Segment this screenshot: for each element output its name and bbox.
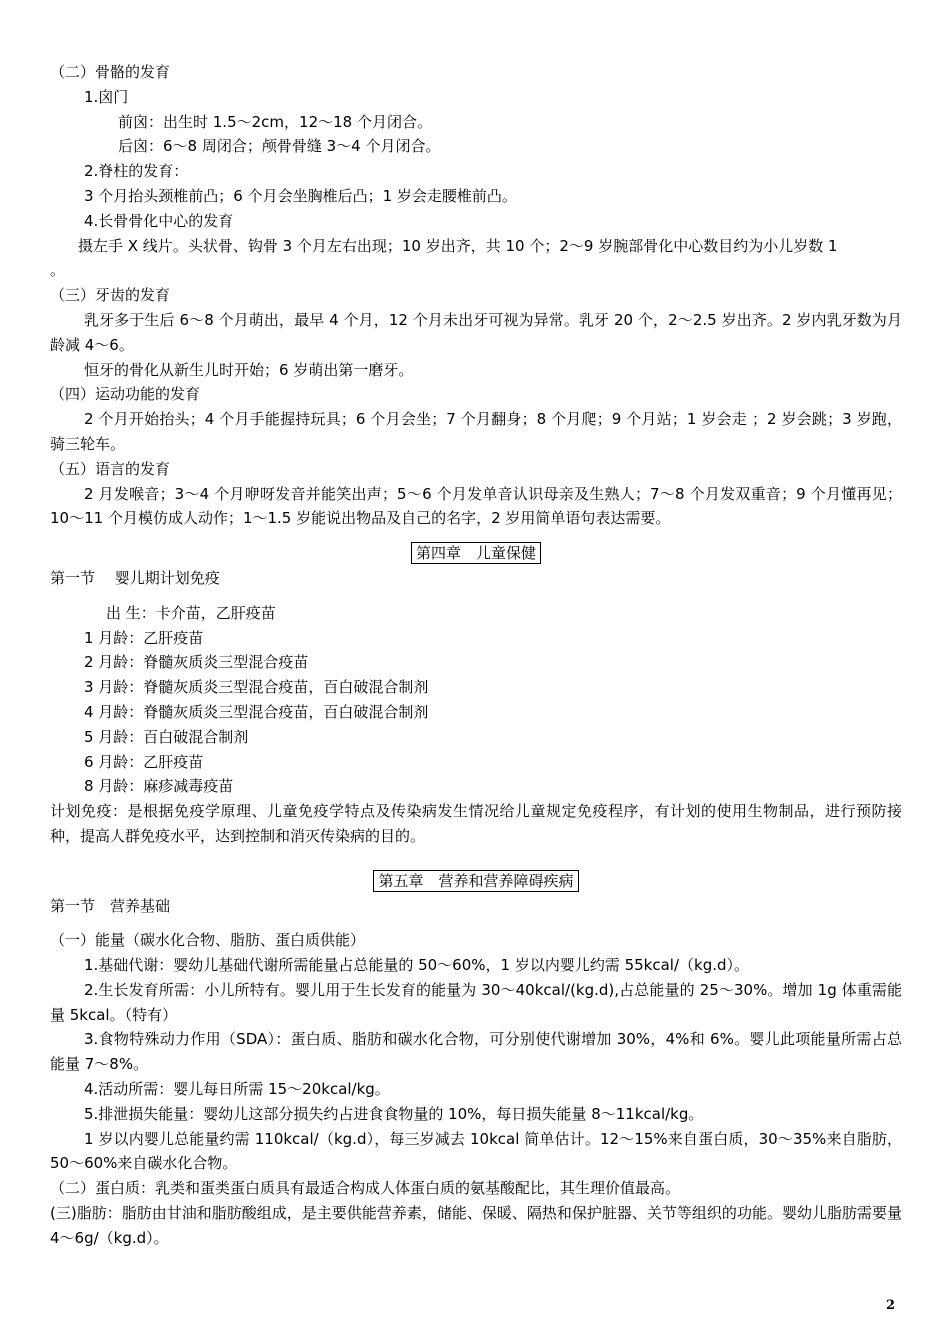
fontanel-heading: 1.囟门 (84, 87, 129, 106)
permanent-teeth-text: 恒牙的骨化从新生儿时开始；6 岁萌出第一磨牙。 (84, 360, 414, 379)
page-content (50, 60, 902, 1251)
energy-item: 3.食物特殊动力作用（SDA）：蛋白质、脂肪和碳水化合物，可分别使代谢增加 30%，4%和 6%。婴儿此项能量所需占总能量 7～8%。 (50, 1030, 902, 1074)
vaccine-schedule-item: 1 月龄：乙肝疫苗 (84, 628, 204, 647)
energy-item: 1 岁以内婴儿总能量约需 110kcal/（kg.d），每三岁减去 10kcal 简单估计。12～15%来自蛋白质，30～35%来自脂肪，50～60%来自碳水化合物。 (50, 1129, 902, 1173)
vaccine-birth: 出 生：卡介苗，乙肝疫苗 (106, 603, 276, 622)
energy-item: 2.生长发育所需：小儿所特有。婴儿用于生长发育的能量为 30～40kcal/(kg.d),占总能量的 25～30%。增加 1g 体重需能量 5kcal。（特有） (50, 980, 902, 1024)
chapter-5-section-title: 第一节 营养基础 (50, 896, 171, 915)
anterior-fontanel-text: 前囟：出生时 1.5～2cm，12～18 个月闭合。 (118, 112, 432, 131)
vaccine-schedule-item: 6 月龄：乙肝疫苗 (84, 752, 204, 771)
chapter-5-title: 第五章 营养和营养障碍疾病 (373, 870, 578, 892)
chapter-5-heading-wrap (50, 869, 902, 894)
long-bone-text-tail: 。 (50, 261, 66, 280)
protein-text: （二）蛋白质：乳类和蛋类蛋白质具有最适合构成人体蛋白质的氨基酸配比，其生理价值最高。 (50, 1179, 681, 1198)
section-title-bone: （二）骨骼的发育 (50, 63, 171, 81)
spacer (50, 591, 902, 601)
spacer (50, 849, 902, 859)
long-bone-heading: 4.长骨骨化中心的发育 (84, 211, 234, 230)
section-title-teeth: （三）牙齿的发育 (50, 286, 171, 305)
vaccine-schedule-item: 5 月龄：百白破混合制剂 (84, 727, 249, 746)
vaccine-schedule-item: 4 月龄：脊髓灰质炎三型混合疫苗，百白破混合制剂 (84, 702, 429, 721)
posterior-fontanel-text: 后囟：6～8 周闭合；颅骨骨缝 3～4 个月闭合。 (118, 137, 441, 156)
teeth-text: 乳牙多于生后 6～8 个月萌出，最早 4 个月，12 个月未出牙可视为异常。乳牙 20 个，2～2.5 岁出齐。2 岁内乳牙数为月龄减 4～6。 (50, 310, 902, 354)
energy-title: （一）能量（碳水化合物、脂肪、蛋白质供能） (50, 931, 366, 950)
energy-item: 1.基础代谢：婴幼儿基础代谢所需能量占总能量的 50～60%，1 岁以内婴儿约需 55kcal/（kg.d）。 (84, 956, 750, 975)
motor-text: 2 个月开始抬头；4 个月手能握持玩具；6 个月会坐；7 个月翻身；8 个月爬；9 个月站；1 岁会走 ；2 岁会跳；3 岁跑，骑三轮车。 (50, 410, 902, 453)
language-text: 2 月发喉音；3～4 个月咿呀发音并能笑出声；5～6 个月发单音认识母亲及生熟人；7～8 个月发双重音；9 个月懂再见；10～11 个月模仿成人动作；1～1.5 岁能说出物品及自己的名字，2 岁用简单语句表达需要。 (50, 484, 902, 528)
spine-heading: 2.脊柱的发育： (84, 162, 189, 181)
spacer (50, 918, 902, 928)
immunization-definition: 计划免疫：是根据免疫学原理、儿童免疫学特点及传染病发生情况给儿童规定免疫程序，有计划的使用生物制品，进行预防接种，提高人群免疫水平，达到控制和消灭传染病的目的。 (50, 802, 902, 845)
section-title-motor: （四）运动功能的发育 (50, 385, 201, 404)
energy-item: 4.活动所需：婴儿每日所需 15～20kcal/kg。 (84, 1080, 390, 1099)
spine-text: 3 个月抬头颈椎前凸；6 个月会坐胸椎后凸；1 岁会走腰椎前凸。 (84, 186, 517, 205)
energy-list (50, 953, 902, 1176)
vaccine-schedule-item: 3 月龄：脊髓灰质炎三型混合疫苗，百白破混合制剂 (84, 678, 429, 697)
vaccine-schedule-item: 8 月龄：麻疹减毒疫苗 (84, 777, 234, 796)
vaccine-schedule-list (50, 626, 902, 800)
vaccine-schedule-item: 2 月龄：脊髓灰质炎三型混合疫苗 (84, 653, 309, 672)
fat-text: (三)脂肪：脂肪由甘油和脂肪酸组成，是主要供能营养素，储能、保暖、隔热和保护脏器、关节等组织的功能。婴幼儿脂肪需要量 4～6g/（kg.d）。 (50, 1204, 902, 1247)
chapter-4-heading-wrap (50, 541, 902, 566)
long-bone-text: 摄左手 X 线片。头状骨、钩骨 3 个月左右出现；10 岁出齐，共 10 个；2～9 岁腕部骨化中心数目约为小儿岁数 1 (78, 236, 838, 255)
section-title-language: （五）语言的发育 (50, 459, 171, 478)
chapter-4-title: 第四章 儿童保健 (411, 542, 541, 564)
chapter-4-section-title: 第一节 婴儿期计划免疫 (50, 568, 220, 587)
page-number: 2 (886, 1298, 896, 1313)
energy-item: 5.排泄损失能量：婴幼儿这部分损失约占进食食物量的 10%，每日损失能量 8～11kcal/kg。 (84, 1104, 704, 1123)
